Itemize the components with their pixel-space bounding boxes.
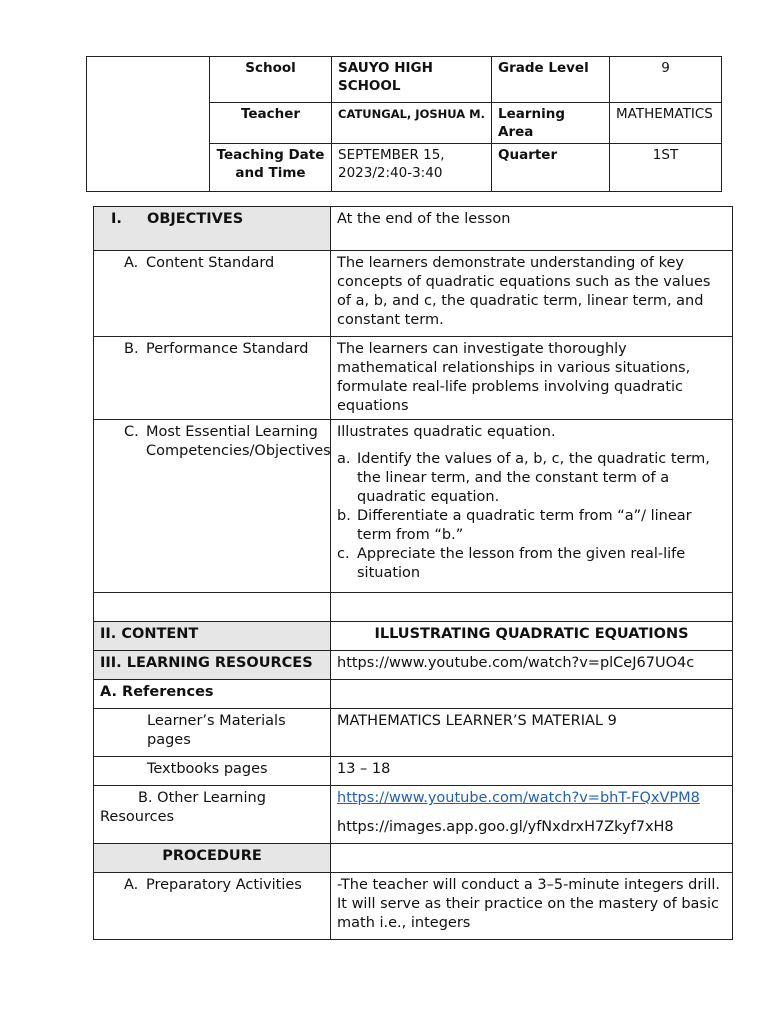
learning-resources-row	[94, 651, 733, 680]
teacher-value: CATUNGAL, JOSHUA M.	[332, 103, 492, 144]
logo-blank-cell	[87, 57, 210, 192]
other-resources-link[interactable]: https://www.youtube.com/watch?v=bhT-FQxVPM8	[337, 790, 700, 806]
preparatory-row	[94, 873, 733, 940]
objectives-label-cell	[94, 207, 331, 251]
references-value	[331, 680, 733, 709]
lesson-plan-table	[93, 206, 733, 940]
grade-level-value: 9	[610, 57, 722, 103]
list-item-text: Differentiate a quadratic term from “a”/ linear term from “b.”	[357, 508, 692, 543]
list-item-text: Appreciate the lesson from the given real-life situation	[357, 546, 686, 581]
learning-resources-label: III. LEARNING RESOURCES	[94, 651, 331, 680]
objectives-number: I.	[111, 211, 122, 227]
blank-cell	[94, 593, 331, 622]
school-value: SAUYO HIGH SCHOOL	[332, 57, 492, 103]
melc-objectives-list	[337, 450, 726, 583]
textbooks-row	[94, 757, 733, 786]
quarter-label: Quarter	[492, 144, 610, 192]
teaching-date-value: SEPTEMBER 15, 2023/2:40-3:40	[332, 144, 492, 192]
content-standard-label: Content Standard	[146, 255, 275, 271]
melc-label-cell	[94, 420, 331, 593]
melc-intro: Illustrates quadratic equation.	[337, 424, 556, 440]
grade-level-label: Grade Level	[492, 57, 610, 103]
references-row	[94, 680, 733, 709]
performance-standard-row	[94, 337, 733, 420]
content-standard-value: The learners demonstrate understanding of key concepts of quadratic equations such as the values of a, b, and c, the quadratic term, linear term, and constant term.	[331, 251, 733, 337]
content-row	[94, 622, 733, 651]
learning-resources-value: https://www.youtube.com/watch?v=plCeJ67UO4c	[331, 651, 733, 680]
header-info-table	[86, 56, 722, 192]
list-marker: b.	[337, 508, 351, 524]
procedure-row	[94, 844, 733, 873]
list-item-text: Identify the values of a, b, c, the quadratic term, the linear term, and the constant term of a quadratic equation.	[357, 451, 710, 505]
other-resources-label: B. Other Learning Resources	[100, 790, 266, 825]
content-value: ILLUSTRATING QUADRATIC EQUATIONS	[331, 622, 733, 651]
content-standard-letter: A.	[124, 255, 139, 271]
melc-letter: C.	[124, 424, 139, 440]
performance-standard-value: The learners can investigate thoroughly mathematical relationships in various situations, formulate real-life problems involving quadratic equations	[331, 337, 733, 420]
objectives-row	[94, 207, 733, 251]
objectives-value: At the end of the lesson	[331, 207, 733, 251]
learners-materials-value: MATHEMATICS LEARNER’S MATERIAL 9	[331, 709, 733, 757]
melc-row	[94, 420, 733, 593]
textbooks-value: 13 – 18	[331, 757, 733, 786]
content-label: II. CONTENT	[94, 622, 331, 651]
preparatory-value: -The teacher will conduct a 3–5-minute integers drill. It will serve as their practice on the mastery of basic math i.e., integers	[331, 873, 733, 940]
performance-standard-letter: B.	[124, 341, 139, 357]
list-marker: c.	[337, 546, 350, 562]
melc-label: Most Essential Learning Competencies/Objectives	[146, 424, 331, 459]
other-resources-row	[94, 786, 733, 844]
preparatory-label-cell	[94, 873, 331, 940]
list-item	[337, 450, 726, 507]
objectives-label: OBJECTIVES	[147, 211, 244, 227]
learning-area-value: MATHEMATICS	[610, 103, 722, 144]
preparatory-label: Preparatory Activities	[146, 877, 302, 893]
list-item	[337, 545, 726, 583]
performance-standard-label: Performance Standard	[146, 341, 309, 357]
performance-standard-label-cell	[94, 337, 331, 420]
other-resources-value-cell	[331, 786, 733, 844]
other-resources-value2: https://images.app.goo.gl/yfNxdrxH7Zkyf7xH8	[337, 819, 674, 835]
references-label: A. References	[94, 680, 331, 709]
blank-row	[94, 593, 733, 622]
melc-value-cell	[331, 420, 733, 593]
textbooks-label: Textbooks pages	[94, 757, 331, 786]
content-standard-label-cell	[94, 251, 331, 337]
list-item	[337, 507, 726, 545]
procedure-label: PROCEDURE	[94, 844, 331, 873]
list-marker: a.	[337, 451, 351, 467]
other-resources-label-cell	[94, 786, 331, 844]
content-standard-row	[94, 251, 733, 337]
learners-materials-row	[94, 709, 733, 757]
school-label: School	[210, 57, 332, 103]
learning-area-label: Learning Area	[492, 103, 610, 144]
blank-cell	[331, 593, 733, 622]
procedure-value	[331, 844, 733, 873]
learners-materials-label: Learner’s Materials pages	[94, 709, 331, 757]
quarter-value: 1ST	[610, 144, 722, 192]
preparatory-letter: A.	[124, 877, 139, 893]
teaching-date-label: Teaching Date and Time	[210, 144, 332, 192]
teacher-label: Teacher	[210, 103, 332, 144]
